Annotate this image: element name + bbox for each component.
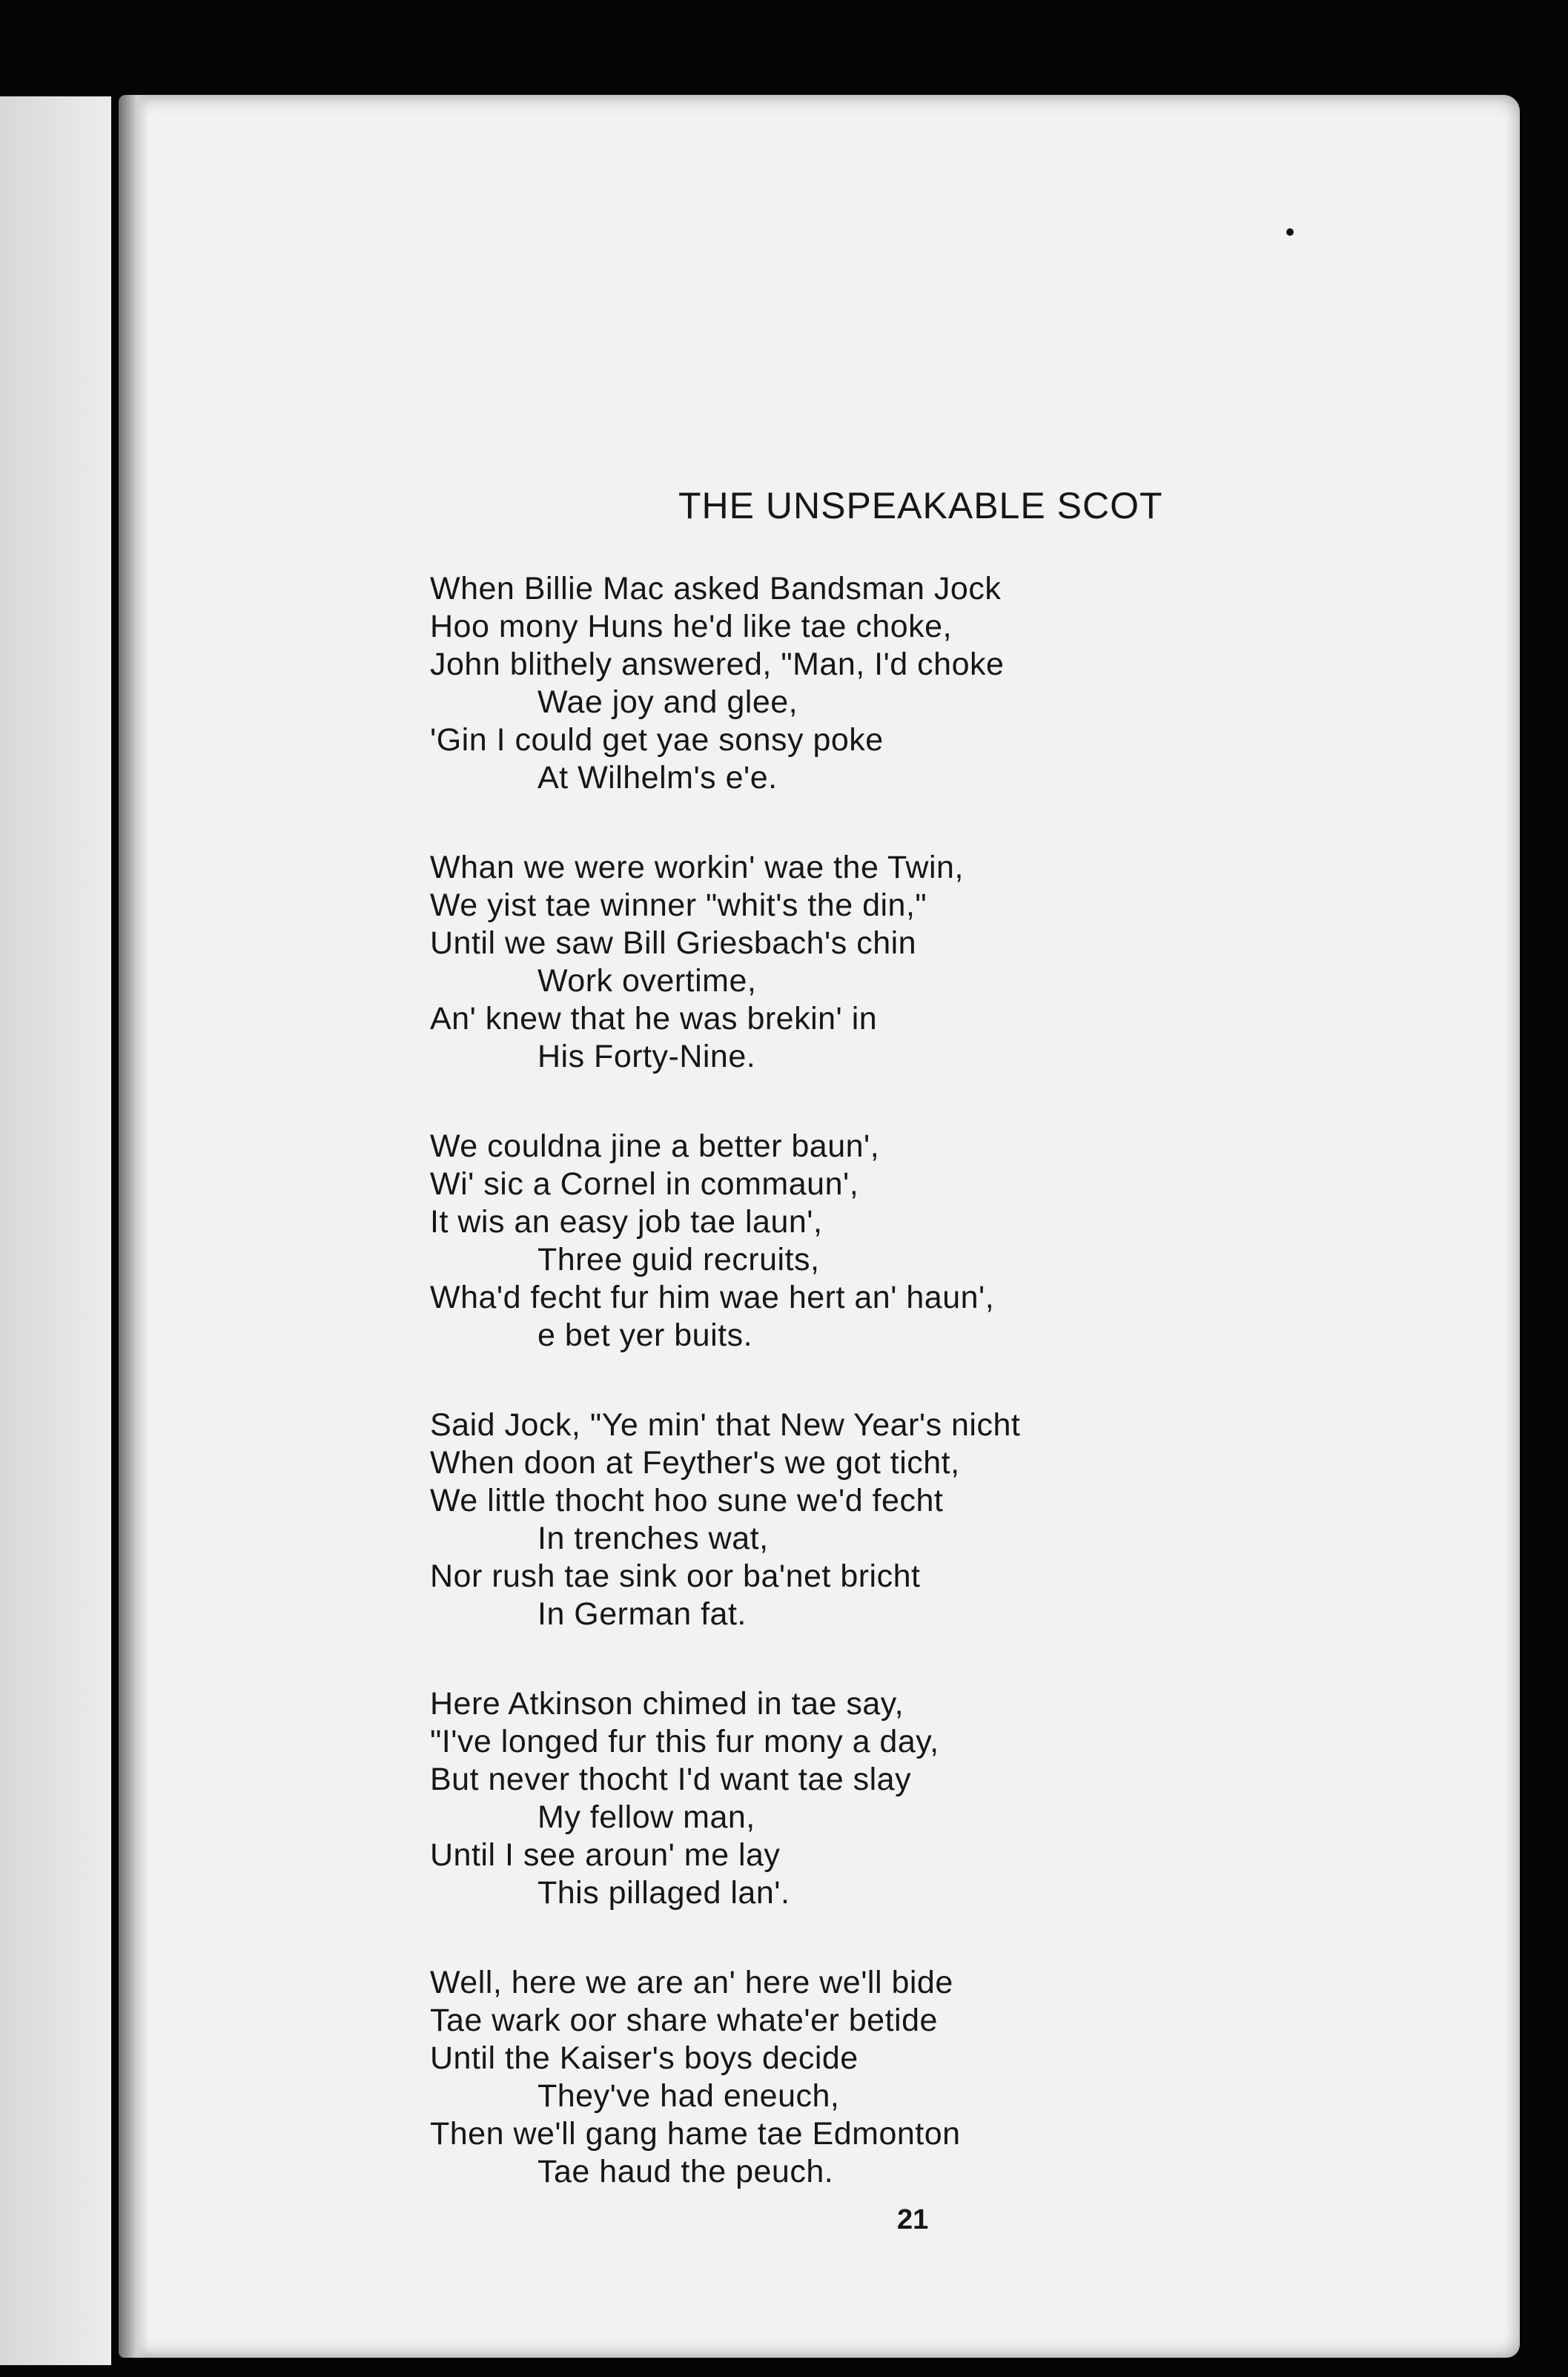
poem-line: Wi' sic a Cornel in commaun', <box>430 1166 859 1202</box>
poem-line-indented: In German fat. <box>537 1596 747 1632</box>
poem-line: We yist tae winner "whit's the din," <box>430 887 927 923</box>
stanza-3 <box>430 1128 1394 1355</box>
poem-line: Said Jock, "Ye min' that New Year's nicht <box>430 1407 1021 1443</box>
ink-speck <box>1286 228 1294 236</box>
poem-line: But never thocht I'd want tae slay <box>430 1762 912 1797</box>
poem-line: Hoo mony Huns he'd like tae choke, <box>430 609 953 644</box>
stanza-5 <box>430 1685 1394 1912</box>
poem-line: When doon at Feyther's we got ticht, <box>430 1445 960 1481</box>
poem-line: Whan we were workin' wae the Twin, <box>430 850 964 885</box>
poem-line: Tae wark oor share whate'er betide <box>430 2003 938 2038</box>
poem-line: "I've longed fur this fur mony a day, <box>430 1724 939 1759</box>
poem-line: 'Gin I could get yae sonsy poke <box>430 722 884 758</box>
poem-line: Until the Kaiser's boys decide <box>430 2040 859 2076</box>
poem-line: It wis an easy job tae laun', <box>430 1204 823 1240</box>
poem-line-indented: Wae joy and glee, <box>537 684 798 720</box>
poem-line-indented: My fellow man, <box>537 1799 755 1835</box>
poem-line: Here Atkinson chimed in tae say, <box>430 1686 904 1722</box>
poem-line-indented: Tae haud the peuch. <box>537 2154 834 2189</box>
poem-line-indented: His Forty-Nine. <box>537 1039 756 1074</box>
poem-line: When Billie Mac asked Bandsman Jock <box>430 571 1002 606</box>
facing-page-edge <box>0 96 111 2365</box>
poem-line: Then we'll gang hame tae Edmonton <box>430 2116 961 2152</box>
poem-line: John blithely answered, "Man, I'd choke <box>430 647 1005 682</box>
stanza-2 <box>430 849 1394 1076</box>
poem-line-indented: e bet yer buits. <box>537 1318 753 1353</box>
poem-line: Well, here we are an' here we'll bide <box>430 1965 953 2000</box>
poem-line: We couldna jine a better baun', <box>430 1128 880 1164</box>
page-number: 21 <box>897 2204 929 2235</box>
poem-line: Until we saw Bill Griesbach's chin <box>430 925 917 961</box>
stanza-6 <box>430 1964 1394 2191</box>
poem-line: Until I see aroun' me lay <box>430 1837 781 1873</box>
poem-line: Nor rush tae sink oor ba'net bricht <box>430 1558 921 1594</box>
poem-line-indented: Work overtime, <box>537 963 757 999</box>
poem-line-indented: At Wilhelm's e'e. <box>537 760 778 796</box>
poem-line-indented: They've had eneuch, <box>537 2078 840 2114</box>
poem-title: THE UNSPEAKABLE SCOT <box>678 485 1163 526</box>
book-page <box>119 95 1520 2358</box>
poem <box>430 484 1394 2243</box>
poem-line: Wha'd fecht fur him wae hert an' haun', <box>430 1280 995 1315</box>
poem-line: An' knew that he was brekin' in <box>430 1001 878 1037</box>
poem-line-indented: Three guid recruits, <box>537 1242 820 1277</box>
stanza-1 <box>430 570 1394 797</box>
stanza-4 <box>430 1406 1394 1633</box>
poem-line: We little thocht hoo sune we'd fecht <box>430 1483 944 1518</box>
poem-line-indented: This pillaged lan'. <box>537 1875 790 1911</box>
poem-line-indented: In trenches wat, <box>537 1521 769 1556</box>
page-spine-shadow <box>119 95 148 2358</box>
